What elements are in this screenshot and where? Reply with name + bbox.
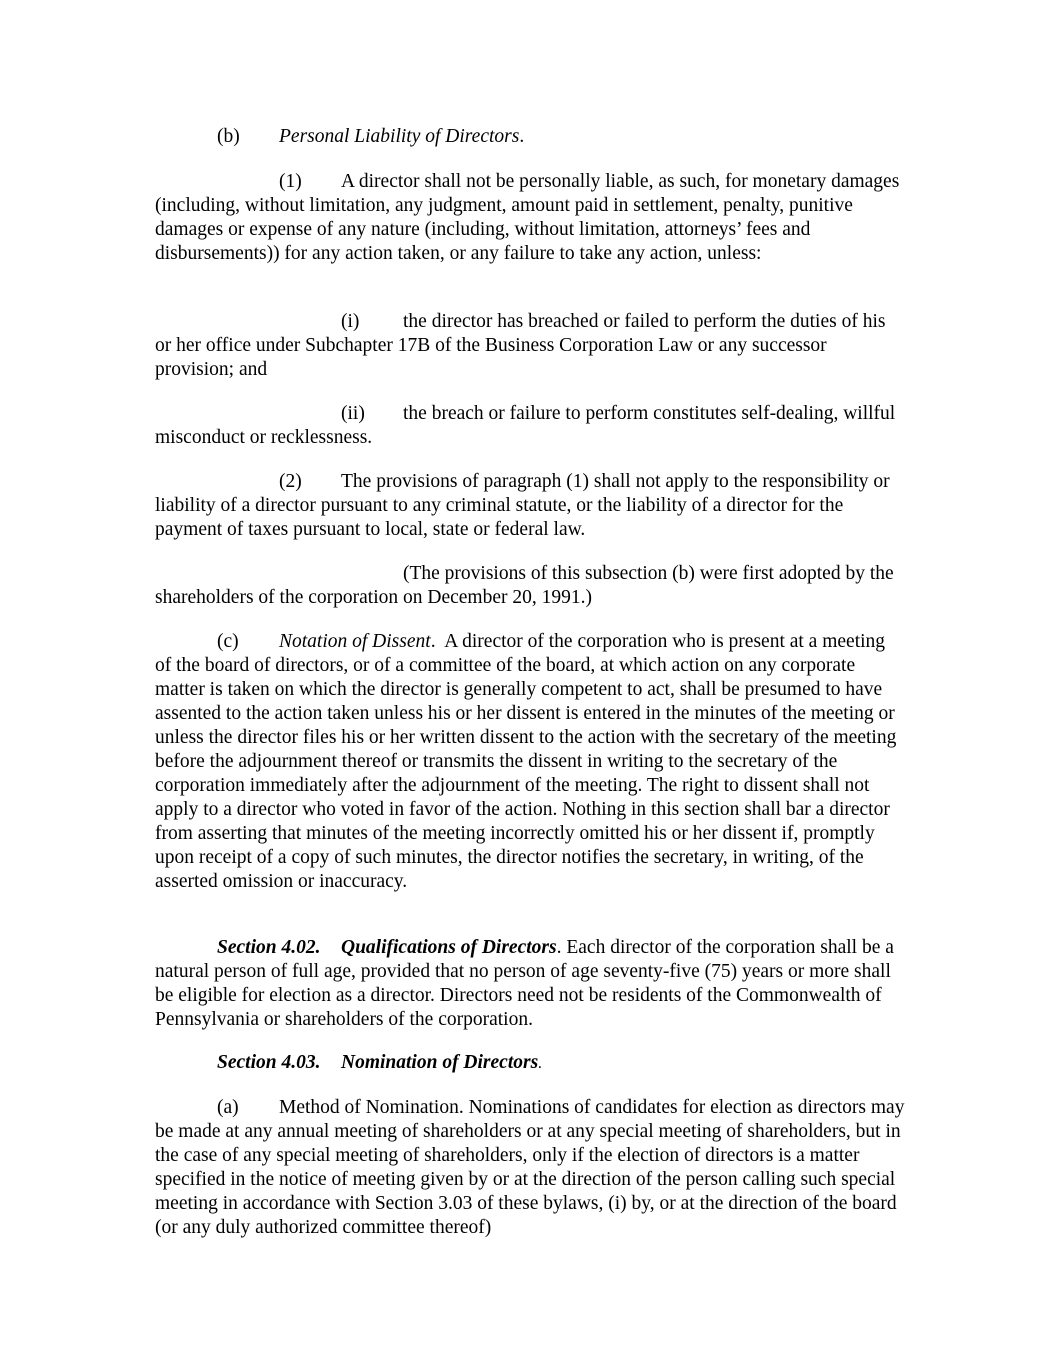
- paragraph-b1-label: (1): [279, 171, 302, 192]
- clause-b1-ii: [155, 402, 905, 450]
- section-4-03-title-end: .: [538, 1055, 543, 1072]
- paragraph-b2-text: The provisions of paragraph (1) shall not apply to the responsibility or liability of a director pursuant to any criminal statute, or the liability of a director for the payment of taxes pursuant to local, state or federal law.: [155, 471, 890, 540]
- paragraph-b2: [155, 470, 905, 542]
- clause-b1-i-label: (i): [341, 311, 360, 332]
- section-4-02-number: Section 4.02.: [217, 937, 321, 958]
- subsection-c-title: Notation of Dissent: [279, 631, 431, 652]
- section-4-03-heading: [155, 1051, 905, 1076]
- section-4-02-title: Qualifications of Directors: [341, 937, 557, 958]
- section-4-03-number: Section 4.03.: [217, 1052, 321, 1073]
- subsection-c-text: A director of the corporation who is present at a meeting of the board of directors, or of a committee of the board, at which action on any corporate matter is taken on which the director is generally competent to act, shall be presumed to have assented to the action taken unless his or her dissent is entered in the minutes of the meeting or unless the director files his or her written dissent to the action with the secretary of the meeting before the adjournment thereof or transmits the dissent in writing to the secretary of the corporation immediately after the adjournment of the meeting. The right to dissent shall not apply to a director who voted in favor of the action. Nothing in this section shall bar a director from asserting that minutes of the meeting incorrectly omitted his or her dissent if, promptly upon receipt of a copy of such minutes, the director notifies the secretary, in writing, of the asserted omission or inaccuracy.: [155, 631, 897, 892]
- subsection-c-title-end: .: [430, 631, 436, 652]
- subsection-b-title-end: .: [519, 126, 525, 147]
- paragraph-b1: [155, 170, 905, 266]
- subsection-b-label: (b): [217, 126, 240, 147]
- subsection-c-label: (c): [217, 631, 239, 652]
- subsection-b-adoption-note: (The provisions of this subsection (b) were first adopted by the shareholders of the corporation on December 20, 1991.): [155, 563, 894, 608]
- paragraph-b2-label: (2): [279, 471, 302, 492]
- section-4-03-a-label: (a): [217, 1097, 239, 1118]
- section-4-03-a: [155, 1096, 905, 1240]
- section-4-03-title: Nomination of Directors: [341, 1052, 539, 1073]
- subsection-b-title: Personal Liability of Directors: [279, 126, 520, 147]
- subsection-b-heading: [155, 125, 905, 149]
- section-4-03-a-text: Method of Nomination. Nominations of candidates for election as directors may be made at any annual meeting of shareholders or at any special meeting of shareholders, but in the case of any special meeting of shareholders, only if the election of directors is a matter specified in the notice of meeting given by or at the direction of the person calling such special meeting in accordance with Section 3.03 of these bylaws, (i) by, or at the direction of the board (or any duly authorized committee thereof): [155, 1097, 905, 1238]
- clause-b1-i: [155, 310, 905, 382]
- clause-b1-ii-label: (ii): [341, 403, 365, 424]
- paragraph-b1-text: A director shall not be personally liable, as such, for monetary damages (including, without limitation, any judgment, amount paid in settlement, penalty, punitive damages or expense of any nature (including, without limitation, attorneys’ fees and disbursements)) for any action taken, or any failure to take any action, unless:: [155, 171, 900, 264]
- section-4-02: [155, 936, 905, 1032]
- section-4-02-title-end: .: [556, 937, 562, 958]
- clause-b1-i-text: the director has breached or failed to perform the duties of his or her office under Subchapter 17B of the Business Corporation Law or any successor provision; and: [155, 311, 886, 380]
- clause-b1-ii-text: the breach or failure to perform constitutes self-dealing, willful misconduct or recklessness.: [155, 403, 896, 448]
- section-4-02-text: Each director of the corporation shall be a natural person of full age, provided that no person of age seventy-five (75) years or more shall be eligible for election as a director. Directors need not be residents of the Commonwealth of Pennsylvania or shareholders of the corporation.: [155, 937, 894, 1030]
- subsection-c: [155, 630, 905, 894]
